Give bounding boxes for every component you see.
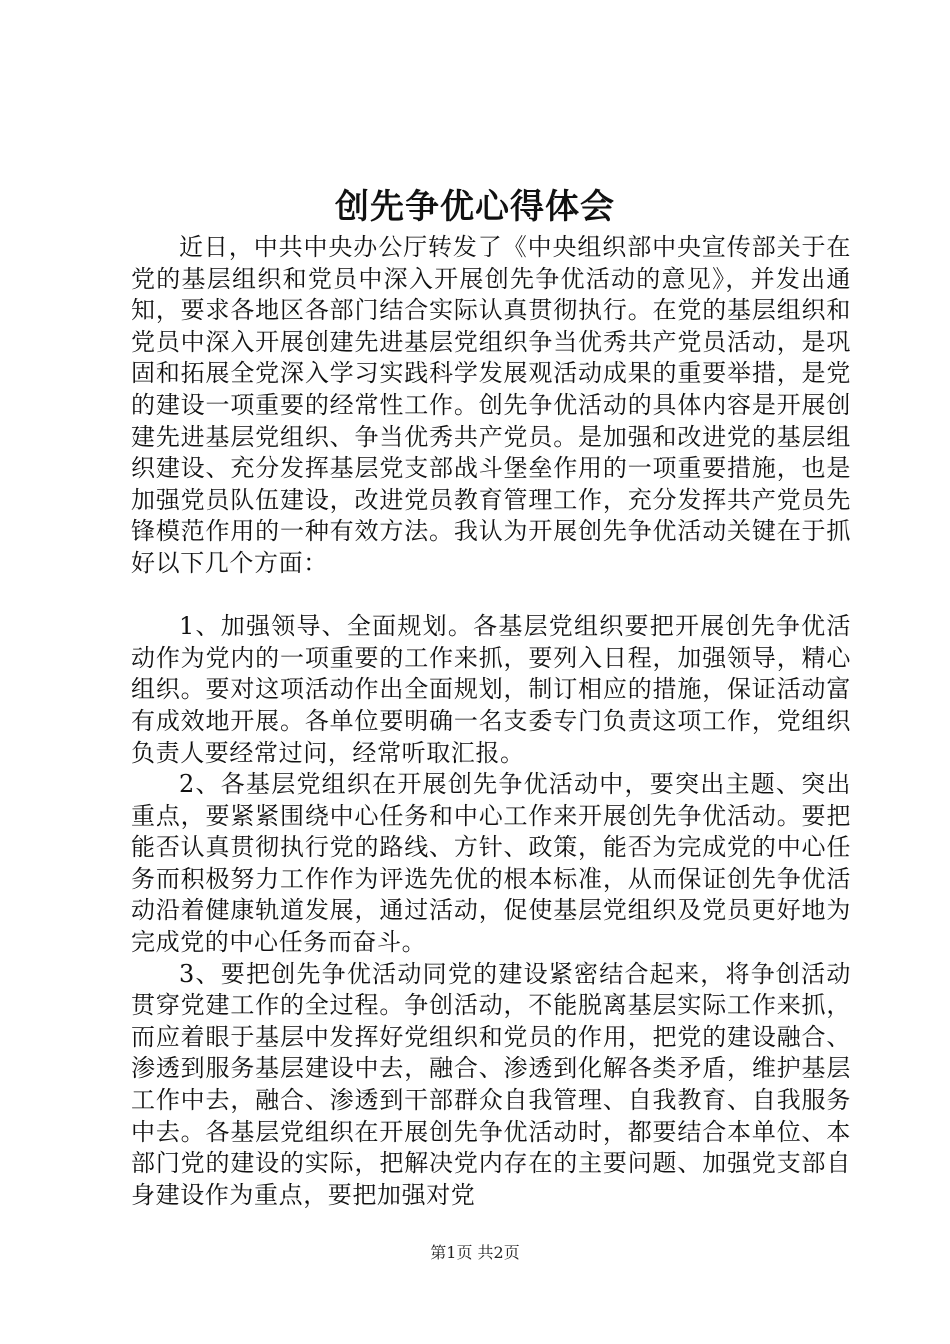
intro-paragraph: 近日，中共中央办公厅转发了《中央组织部中央宣传部关于在党的基层组织和党员中深入开展创先争优活动的意见》，并发出通知，要求各地区各部门结合实际认真贯彻执行。在党的基层组织和党员中深入开展创建先进基层党组织争当优秀共产党员活动，是巩固和拓展全党深入学习实践科学发展观活动成果的重要举措，是党的建设一项重要的经常性工作。创先争优活动的具体内容是开展创建先进基层党组织、争当优秀共产党员。是加强和改进党的基层组织建设、充分发挥基层党支部战斗堡垒作用的一项重要措施，也是加强党员队伍建设，改进党员教育管理工作，充分发挥共产党员先锋模范作用的一种有效方法。我认为开展创先争优活动关键在于抓好以下几个方面： <box>131 233 851 577</box>
point-2-paragraph: 2、各基层党组织在开展创先争优活动中，要突出主题、突出重点，要紧紧围绕中心任务和中心工作来开展创先争优活动。要把能否认真贯彻执行党的路线、方针、政策，能否为完成党的中心任务而积极努力工作作为评选先优的根本标准，从而保证创先争优活动沿着健康轨道发展，通过活动，促使基层党组织及党员更好地为完成党的中心任务而奋斗。 <box>131 770 851 957</box>
document-title: 创先争优心得体会 <box>335 187 615 227</box>
page-number-footer: 第1页 共2页 <box>430 1243 520 1262</box>
point-1-paragraph: 1、加强领导、全面规划。各基层党组织要把开展创先争优活动作为党内的一项重要的工作来抓，要列入日程，加强领导，精心组织。要对这项活动作出全面规划，制订相应的措施，保证活动富有成效地开展。各单位要明确一名支委专门负责这项工作，党组织负责人要经常过问，经常听取汇报。 <box>131 612 851 767</box>
point-3-paragraph: 3、要把创先争优活动同党的建设紧密结合起来，将争创活动贯穿党建工作的全过程。争创活动，不能脱离基层实际工作来抓，而应着眼于基层中发挥好党组织和党员的作用，把党的建设融合、渗透到服务基层建设中去，融合、渗透到化解各类矛盾，维护基层工作中去，融合、渗透到干部群众自我管理、自我教育、自我服务中去。各基层党组织在开展创先争优活动时，都要结合本单位、本部门党的建设的实际，把解决党内存在的主要问题、加强党支部自身建设作为重点，要把加强对党 <box>131 959 851 1209</box>
document-body <box>131 232 851 1211</box>
